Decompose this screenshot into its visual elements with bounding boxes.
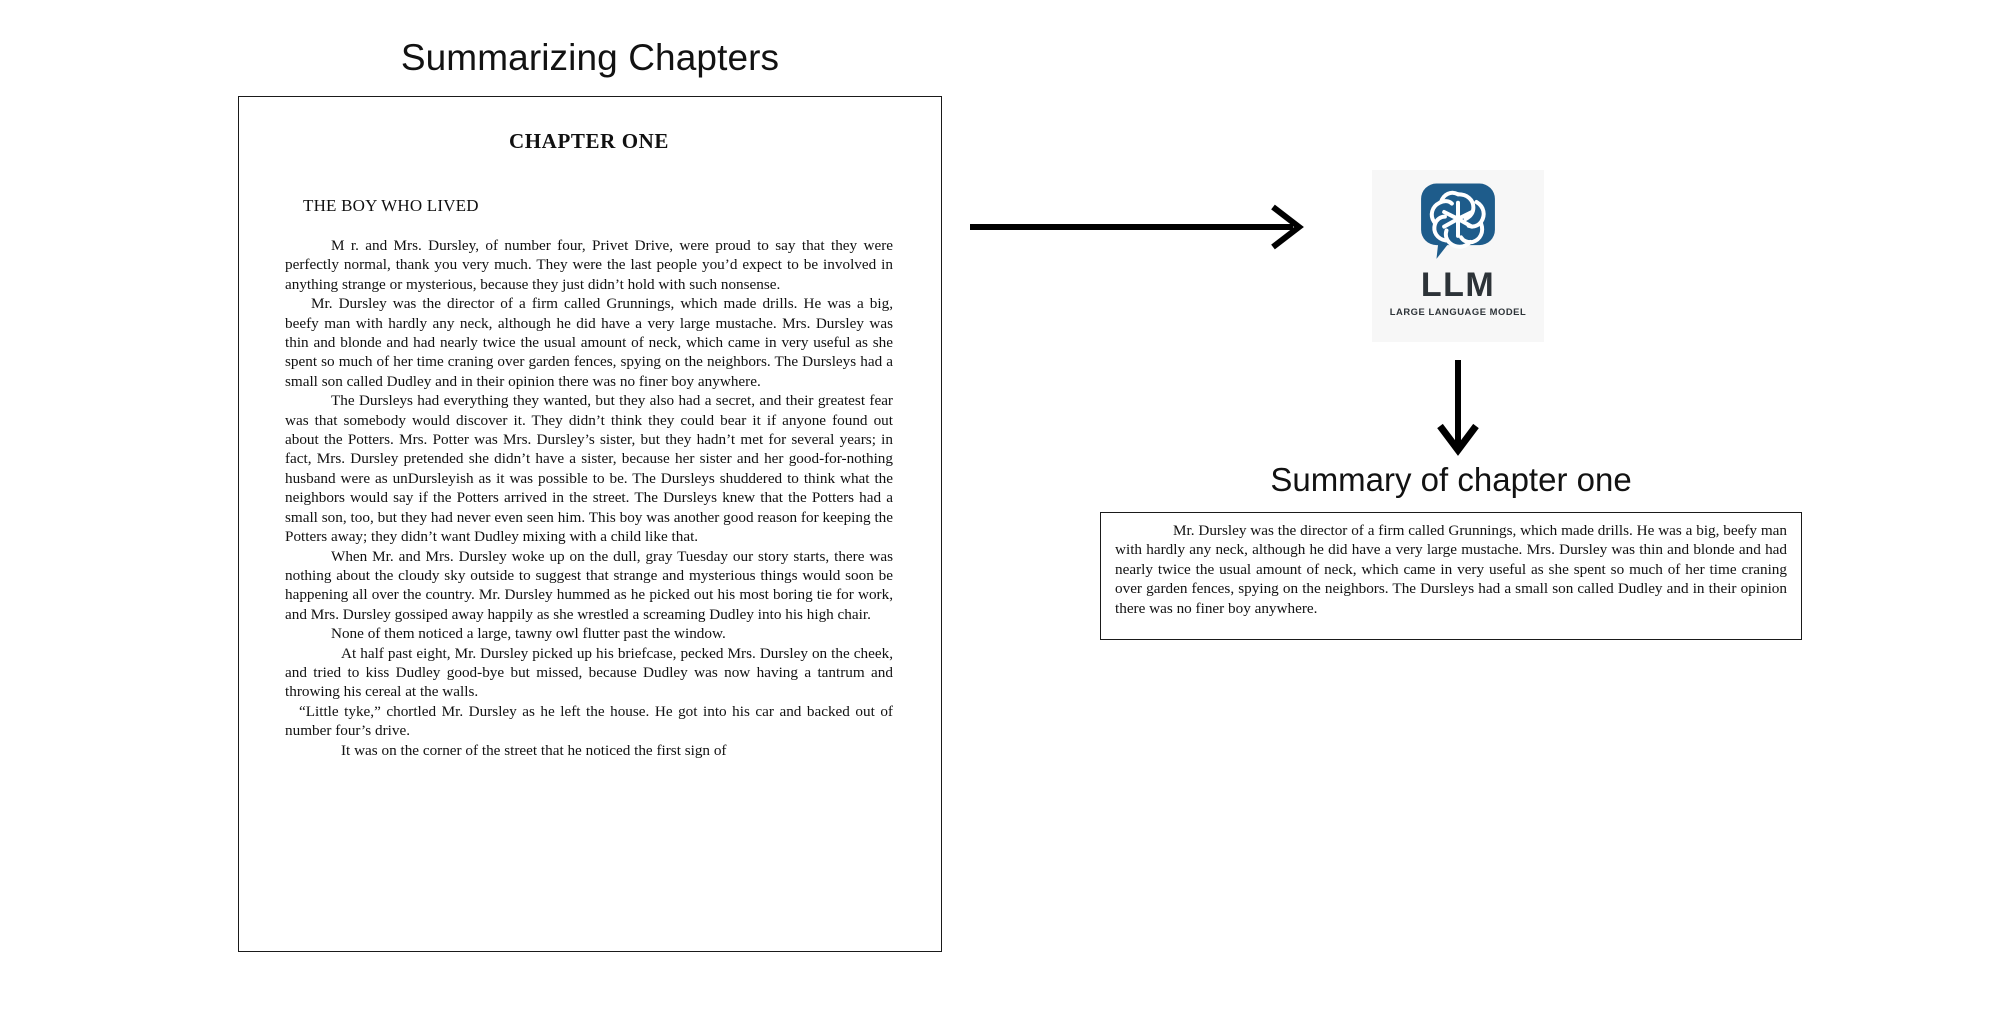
book-page-panel: [238, 96, 942, 952]
book-paragraph: M r. and Mrs. Dursley, of number four, Privet Drive, were proud to say that they were perfectly normal, thank you very much. They were the last people you’d expect to be involved in anything strange or mysterious, because they just didn’t hold with such nonsense.: [285, 237, 893, 293]
book-paragraph: Mr. Dursley was the director of a firm called Grunnings, which made drills. He was a big, beefy man with hardly any neck, although he did have a very large mustache. Mrs. Dursley was thin and blonde and had nearly twice the usual amount of neck, which came in very useful as she spent so much of her time craning over garden fences, spying on the neighbors. The Dursleys had a small son called Dudley and in their opinion there was no finer boy anywhere.: [285, 295, 893, 390]
summary-text: Mr. Dursley was the director of a firm called Grunnings, which made drills. He was a big, beefy man with hardly any neck, although he did have a very large mustache. Mrs. Dursley was thin and blonde and had nearly twice the usual amount of neck, which came in very useful as she spent so much of her time craning over garden fences, spying on the neighbors. The Dursleys had a small son called Dudley and in their opinion there was no finer boy anywhere.: [1115, 522, 1787, 617]
book-paragraph: The Dursleys had everything they wanted, but they also had a secret, and their greatest fear was that somebody would discover it. They didn’t think they could bear it if anyone found out about the Potters. Mrs. Potter was Mrs. Dursley’s sister, but they hadn’t met for several years; in fact, Mrs. Dursley pretended she didn’t have a sister, because her sister and her good-for-nothing husband were as unDursleyish as it was possible to be. The Dursleys shuddered to think what the neighbors would say if the Potters arrived in the street. The Dursleys knew that the Potters had a small son, too, but they had never even seen him. This boy was another good reason for keeping the Potters away; they didn’t want Dudley mixing with a child like that.: [285, 392, 893, 546]
summary-title: Summary of chapter one: [1270, 461, 1632, 498]
llm-model-card: [1372, 170, 1544, 342]
llm-wordmark: LLM: [1420, 266, 1496, 304]
chapter-heading: CHAPTER ONE: [508, 129, 670, 153]
arrow-right-icon: [968, 203, 1308, 251]
book-paragraph: “Little tyke,” chortled Mr. Dursley as he left the house. He got into his car and backed out of number four’s drive.: [285, 702, 893, 740]
llm-subtitle: LARGE LANGUAGE MODEL: [1389, 306, 1527, 317]
summary-output-box: [1100, 512, 1802, 640]
chapter-subheading: THE BOY WHO LIVED: [303, 196, 479, 215]
arrow-down-icon: [1428, 358, 1488, 458]
book-paragraph: None of them noticed a large, tawny owl flutter past the window.: [331, 625, 726, 643]
book-page-content: [285, 119, 893, 919]
book-paragraph: It was on the corner of the street that he noticed the first sign of: [341, 741, 727, 759]
book-paragraph: At half past eight, Mr. Dursley picked up his briefcase, pecked Mrs. Dursley on the cheek, and tried to kiss Dudley good-bye but missed, because Dudley was now having a tantrum and throwing his cereal at the walls.: [285, 644, 893, 701]
book-paragraph: When Mr. and Mrs. Dursley woke up on the dull, gray Tuesday our story starts, there was nothing about the cloudy sky outside to suggest that strange and mysterious things would soon be happening all over the country. Mr. Dursley hummed as he picked out his most boring tie for work, and Mrs. Dursley gossiped away happily as she wrestled a screaming Dudley into his high chair.: [285, 547, 893, 623]
llm-knot-bubble-logo-icon: [1419, 182, 1497, 262]
page-title: Summarizing Chapters: [400, 37, 780, 78]
book-body-text: [285, 236, 893, 760]
